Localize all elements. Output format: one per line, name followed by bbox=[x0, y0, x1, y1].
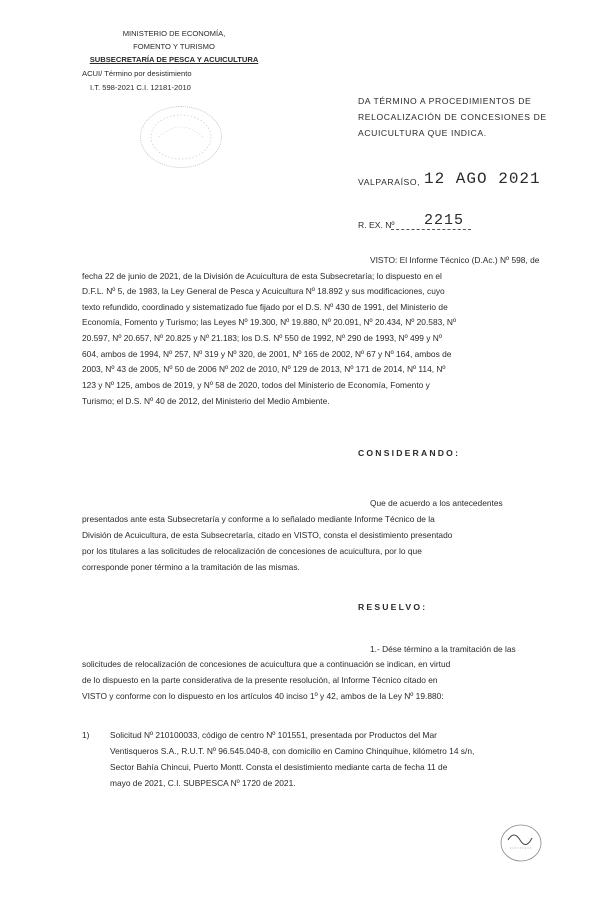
resuelvo-line-2: de lo dispuesto en la parte considerativa de la presente resolución, al Informe Técnico citado en bbox=[82, 675, 438, 685]
visto-line-8: 123 y Nº 125, ambos de 2019, y Nº 58 de 2020, todos del Ministerio de Economía, Fomento y bbox=[82, 380, 430, 390]
visto-line-0: VISTO: El Informe Técnico (D.Ac.) Nº 598, de bbox=[370, 255, 540, 265]
considerando-line-1: presentados ante esta Subsecretaría y conforme a lo señalado mediante Informe Técnico de la bbox=[82, 514, 435, 524]
considerando-line-3: por los titulares a las solicitudes de relocalización de concesiones de acuicultura, por lo que bbox=[82, 546, 422, 556]
considerando-line-0: Que de acuerdo a los antecedentes bbox=[370, 498, 503, 508]
initials-stamp-mark bbox=[498, 822, 544, 864]
visto-line-4: Economía, Fomento y Turismo; las Leyes Nº 19.300, Nº 19.880, Nº 20.091, Nº 20.434, Nº 20.583, Nº bbox=[82, 317, 457, 327]
visto-line-7: 2003, Nº 43 de 2005, Nº 50 de 2006 Nº 202 de 2010, Nº 129 de 2013, Nº 171 de 2014, Nº 114, Nº bbox=[82, 364, 446, 374]
visto-line-5: 20.597, Nº 20.657, Nº 20.825 y Nº 21.183; los D.S. Nº 550 de 1992, Nº 290 de 1993, Nº 499 y Nº bbox=[82, 333, 442, 343]
visto-line-3: texto refundido, coordinado y sistematizado fue fijado por el D.S. Nº 430 de 1991, del Ministerio de bbox=[82, 302, 448, 312]
rex-number: 2215 bbox=[424, 212, 465, 229]
seal-stamp bbox=[140, 106, 222, 168]
visto-line-1: fecha 22 de junio de 2021, de la División de Acuicultura de esta Subsecretaría; lo dispuesto en el bbox=[82, 271, 442, 281]
visto-line-9: Turismo; el D.S. Nº 40 de 2012, del Ministerio del Medio Ambiente. bbox=[82, 396, 330, 406]
date-stamp: 12 AGO 2021 bbox=[424, 170, 541, 188]
ministry-name: MINISTERIO DE ECONOMÍA, bbox=[122, 29, 226, 38]
resuelvo-line-1: solicitudes de relocalización de concesiones de acuicultura que a continuación se indican, en virtud bbox=[82, 659, 451, 669]
case-reference: I.T. 598-2021 C.I. 12181-2010 bbox=[90, 83, 191, 92]
resuelvo-heading: RESUELVO: bbox=[358, 602, 428, 612]
item-line-0: Solicitud Nº 210100033, código de centro Nº 101551, presentada por Productos del Mar bbox=[110, 730, 437, 740]
item-line-3: mayo de 2021, C.I. SUBPESCA Nº 1720 de 2021. bbox=[110, 778, 296, 788]
visto-line-6: 604, ambos de 1994, Nº 257, Nº 319 y Nº 320, de 2001, Nº 165 de 2002, Nº 67 y Nº 164, ambos de bbox=[82, 349, 452, 359]
resuelvo-line-0: 1.- Dése término a la tramitación de las bbox=[370, 644, 516, 654]
visto-line-2: D.F.L. Nº 5, de 1983, la Ley General de Pesca y Acuicultura Nº 18.892 y sus modificaciones, cuyo bbox=[82, 286, 445, 296]
item-bullet: 1) bbox=[82, 730, 90, 740]
item-line-1: Ventisqueros S.A., R.U.T. Nº 96.545.040-8, con domicilio en Camino Chinquihue, kilómetro 14 s/n, bbox=[110, 746, 475, 756]
resuelvo-line-3: VISTO y conforme con lo dispuesto en los artículos 40 inciso 1º y 42, ambos de la Ley Nº 19.880: bbox=[82, 691, 444, 701]
item-line-2: Sector Bahía Chincui, Puerto Montt. Consta el desistimiento mediante carta de fecha 11 de bbox=[110, 762, 448, 772]
considerando-heading: CONSIDERANDO: bbox=[358, 448, 461, 458]
initials-stamp bbox=[498, 822, 544, 864]
subsecretaria-name: SUBSECRETARÍA DE PESCA Y ACUICULTURA bbox=[89, 55, 259, 64]
place-label: VALPARAÍSO, bbox=[358, 177, 421, 187]
ministry-name-line2: FOMENTO Y TURISMO bbox=[133, 42, 215, 51]
rex-label: R. EX. Nº bbox=[358, 220, 395, 230]
acui-reference: ACUI/ Término por desistimiento bbox=[82, 69, 192, 78]
rex-underline bbox=[391, 229, 471, 230]
considerando-line-4: corresponde poner término a la tramitación de las mismas. bbox=[82, 562, 300, 572]
resolution-title-line3: ACUICULTURA QUE INDICA. bbox=[358, 128, 487, 138]
resolution-title-line1: DA TÉRMINO A PROCEDIMIENTOS DE bbox=[358, 96, 532, 106]
resolution-title-line2: RELOCALIZACIÓN DE CONCESIONES DE bbox=[358, 112, 547, 122]
seal-stamp-mark bbox=[141, 107, 221, 167]
considerando-line-2: División de Acuicultura, de esta Subsecretaría, citado en VISTO, consta el desistimiento presentado bbox=[82, 530, 453, 540]
